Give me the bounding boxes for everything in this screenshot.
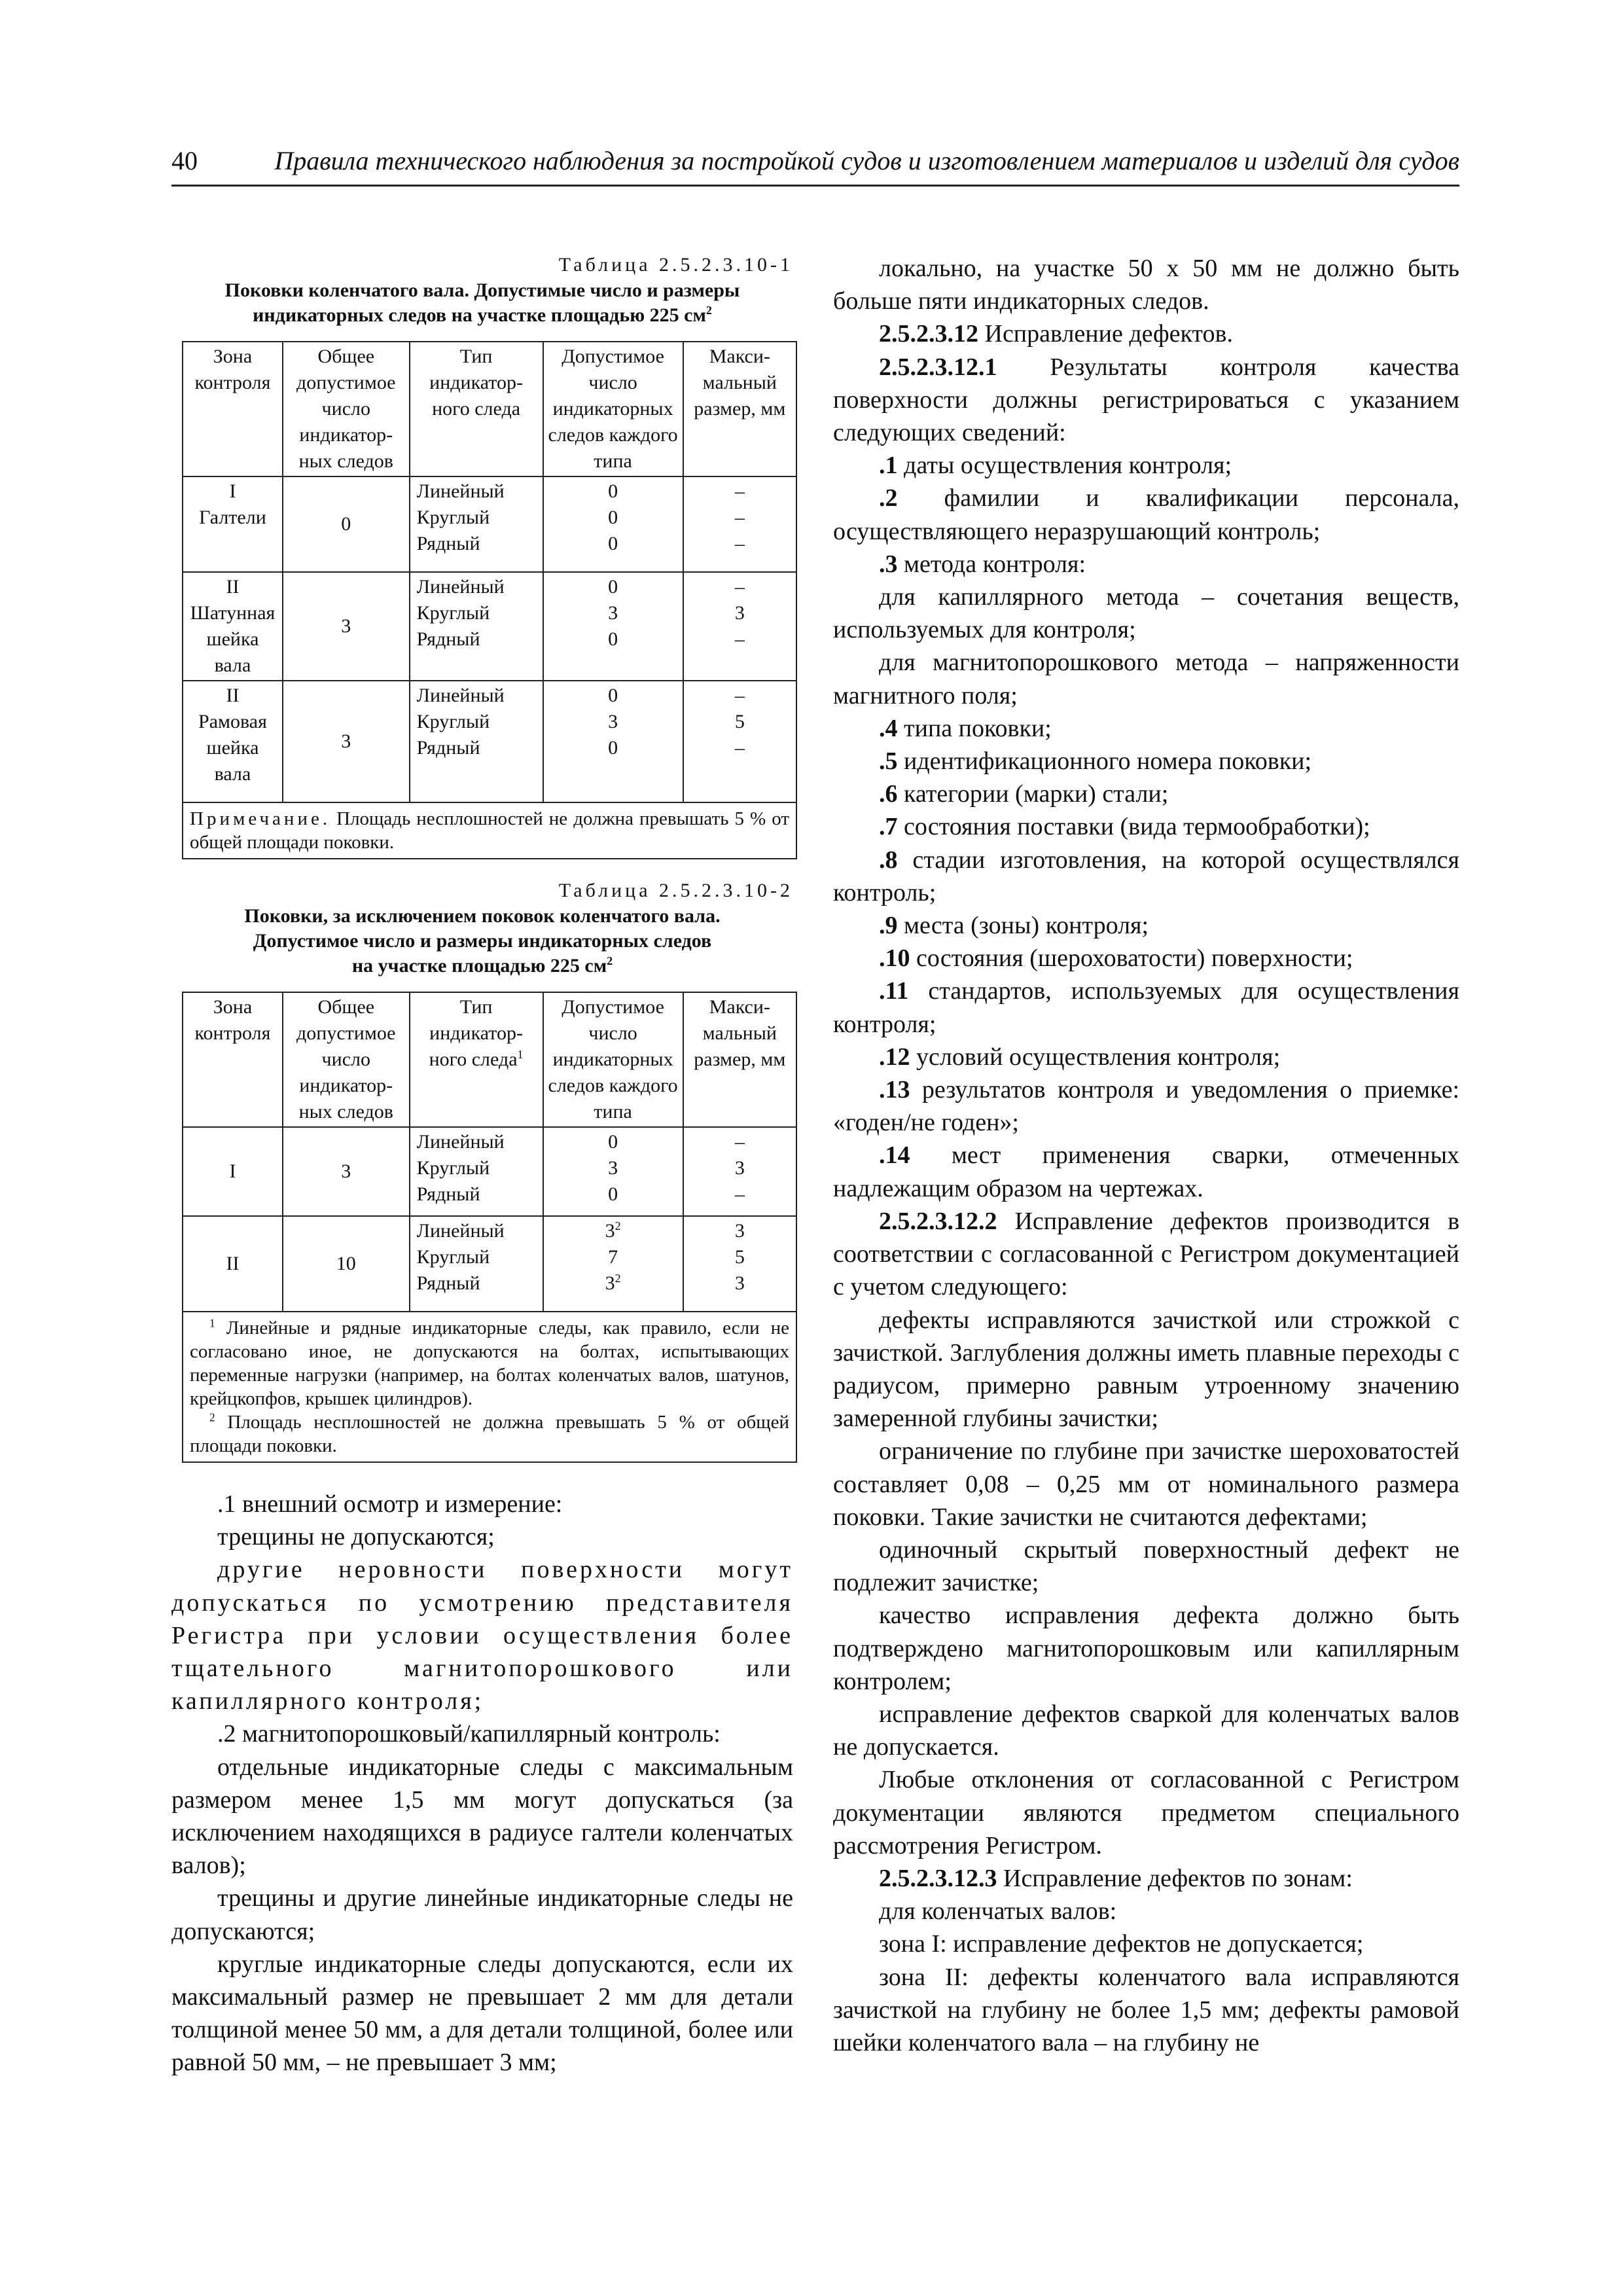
item-text: места (зоны) контроля; — [904, 912, 1149, 940]
list-item — [833, 712, 1459, 745]
zone-cell: I Галтели — [183, 476, 283, 572]
allowed-number: 3 — [605, 1272, 615, 1294]
table2-title-line: Поковки, за исключением поковок коленчатого вала. — [244, 905, 721, 927]
item-number: .4 — [879, 714, 898, 742]
item-text: даты осуществления контроля; — [904, 452, 1232, 480]
section-heading — [833, 1862, 1459, 1895]
section-heading — [833, 1205, 1459, 1304]
footnote-1 — [190, 1316, 789, 1410]
allowed-number: 3 — [605, 1220, 615, 1242]
type-cell: Линейный Круглый Рядный — [410, 1216, 543, 1312]
table-header-cell: Общее допустимое число индикатор-ных следов — [283, 992, 410, 1127]
left-column — [171, 252, 793, 2079]
table2-footnote-row — [183, 1312, 796, 1462]
total-cell: 10 — [283, 1216, 410, 1312]
zone-cell: II Шатунная шейка вала — [183, 572, 283, 681]
allowed-number: 7 — [608, 1246, 618, 1268]
item-text: метода контроля: — [904, 550, 1086, 578]
footnote-ref: 2 — [615, 1272, 621, 1285]
paragraph: отдельные индикаторные следы с максимальным размером менее 1,5 мм могут допускаться (за исключением находящихся в радиусе галтели коленчатых валов); — [171, 1753, 793, 1880]
table1-title-line: Поковки коленчатого вала. Допустимые число и размеры — [224, 279, 740, 301]
item-text: состояния поставки (вида термообработки); — [904, 813, 1370, 841]
total-cell: 0 — [283, 476, 410, 572]
zone-cell: II Рамовая шейка вала — [183, 681, 283, 802]
type-cell: Линейный Круглый Рядный — [410, 1127, 543, 1216]
total-cell: 3 — [283, 572, 410, 681]
paragraph: зона I: исправление дефектов не допускается; — [879, 1930, 1364, 1958]
paragraph: для капиллярного метода – сочетания веществ, используемых для контроля; — [833, 583, 1459, 644]
paragraph: ограничение по глубине при зачистке шероховатостей составляет 0,08 – 0,25 мм от номинального размера поковки. Такие зачистки не считаются дефектами; — [833, 1437, 1459, 1531]
footnote-text: Линейные и рядные индикаторные следы, как правило, если не согласовано иное, не допускаются на болтах, испытывающих переменные нагрузки (например, на болтах коленчатых валов, шатунов, крейцкопфов, крышек цилиндров). — [190, 1318, 789, 1409]
type-cell: Линейный Круглый Рядный — [410, 476, 543, 572]
paragraph: .1 внешний осмотр и измерение: — [217, 1490, 563, 1518]
table-header-cell — [410, 992, 543, 1127]
max-size-cell: – 5 – — [683, 681, 796, 802]
item-text: идентификационного номера поковки; — [904, 747, 1312, 776]
table1-header-row — [183, 342, 796, 476]
allowed-cell: 0 3 0 — [543, 1127, 683, 1216]
item-number: .1 — [879, 452, 898, 480]
paragraph: круглые индикаторные следы допускаются, если их максимальный размер не превышает 2 мм для детали толщиной менее 50 мм, а для детали толщиной, более или равной 50 мм, – не превышает 3 мм; — [171, 1950, 793, 2077]
paragraph: для коленчатых валов: — [879, 1897, 1117, 1926]
item-number: .14 — [879, 1141, 910, 1170]
list-item — [833, 975, 1459, 1040]
running-title: Правила технического наблюдения за постройкой судов и изготовлением материалов и изделий для судов — [274, 146, 1459, 175]
section-heading — [833, 317, 1459, 350]
table2-title-line — [171, 954, 793, 978]
list-item — [833, 449, 1459, 482]
section-heading — [833, 351, 1459, 450]
table-header-cell: Тип индикатор-ного следа — [410, 342, 543, 476]
table-header-cell: Допустимое число индикаторных следов каждого типа — [543, 992, 683, 1127]
allowed-cell: 0 3 0 — [543, 572, 683, 681]
item-text: условий осуществления контроля; — [916, 1043, 1281, 1071]
list-item — [833, 745, 1459, 778]
allowed-cell — [543, 1216, 683, 1312]
paragraph: Любые отклонения от согласованной с Регистром документации являются предметом специального рассмотрения Регистром. — [833, 1766, 1459, 1859]
item-number: .3 — [879, 550, 898, 578]
max-size-cell: 3 5 3 — [683, 1216, 796, 1312]
list-item — [833, 942, 1459, 975]
list-item — [833, 844, 1459, 909]
table-header-cell: Зона контроля — [183, 342, 283, 476]
table1-title — [171, 278, 793, 328]
item-text: мест применения сварки, отмеченных надлежащим образом на чертежах. — [833, 1141, 1459, 1202]
paragraph: трещины и другие линейные индикаторные следы не допускаются; — [171, 1884, 793, 1945]
section-text: Исправление дефектов. — [984, 320, 1233, 348]
item-text: типа поковки; — [904, 714, 1052, 742]
type-cell: Линейный Круглый Рядный — [410, 681, 543, 802]
table1-caption: Таблица 2.5.2.3.10-1 — [558, 254, 793, 276]
footnote-ref: 1 — [517, 1048, 524, 1061]
table1 — [182, 341, 797, 859]
item-text: стандартов, используемых для осуществления контроля; — [833, 977, 1459, 1038]
table-header-cell: Зона контроля — [183, 992, 283, 1127]
item-text: стадии изготовления, на которой осуществлялся контроль; — [833, 846, 1459, 906]
item-number: .7 — [879, 813, 898, 841]
item-number: .9 — [879, 912, 898, 940]
table2-title-sup: 2 — [607, 954, 613, 967]
item-number: .11 — [879, 977, 909, 1005]
table2 — [182, 992, 797, 1463]
list-item — [833, 909, 1459, 942]
total-cell: 3 — [283, 681, 410, 802]
max-size-cell: – – – — [683, 476, 796, 572]
note-label: Примечание. — [190, 808, 331, 829]
footnote-ref: 2 — [615, 1219, 621, 1232]
section-number: 2.5.2.3.12.3 — [879, 1864, 997, 1892]
table1-note-row — [183, 802, 796, 859]
table2-footnotes — [183, 1312, 796, 1462]
total-cell: 3 — [283, 1127, 410, 1216]
max-size-cell: – 3 – — [683, 1127, 796, 1216]
table1-note — [183, 802, 796, 859]
section-number: 2.5.2.3.12.2 — [879, 1207, 997, 1235]
table2-header-row — [183, 992, 796, 1127]
paragraph: зона II: дефекты коленчатого вала исправляются зачисткой на глубину не более 1,5 мм; дефекты рамовой шейки коленчатого вала – на глубину не — [833, 1963, 1459, 2056]
header-text: Тип индикатор-ного следа — [429, 996, 523, 1070]
table-header-cell: Общее допустимое число индикатор-ных следов — [283, 342, 410, 476]
item-number: .10 — [879, 944, 910, 973]
page-number: 40 — [171, 146, 198, 175]
table1-title-line — [171, 303, 793, 328]
section-text: Исправление дефектов по зонам: — [1003, 1864, 1353, 1892]
allowed-cell: 0 3 0 — [543, 681, 683, 802]
list-item — [833, 1139, 1459, 1204]
footnote-mark: 1 — [209, 1316, 215, 1330]
section-text: Исправление дефектов производится в соответствии с согласованной с Регистром документацией с учетом следующего: — [833, 1207, 1460, 1301]
table-row — [183, 1216, 796, 1312]
list-item — [833, 1041, 1459, 1073]
allowed-cell: 0 0 0 — [543, 476, 683, 572]
table-row — [183, 681, 796, 802]
max-size-cell: – 3 – — [683, 572, 796, 681]
paragraph: локально, на участке 50 х 50 мм не должно быть больше пяти индикаторных следов. — [833, 255, 1459, 315]
item-number: .6 — [879, 780, 898, 808]
type-cell: Линейный Круглый Рядный — [410, 572, 543, 681]
item-text: состояния (шероховатости) поверхности; — [916, 944, 1353, 973]
zone-cell: II — [183, 1216, 283, 1312]
table-row — [183, 476, 796, 572]
item-number: .5 — [879, 747, 898, 776]
footnote-2 — [190, 1410, 789, 1458]
item-number: .2 — [879, 484, 898, 512]
paragraph: одиночный скрытый поверхностный дефект не подлежит зачистке; — [833, 1535, 1459, 1597]
table2-title — [171, 904, 793, 978]
list-item — [833, 778, 1459, 810]
item-text: фамилии и квалификации персонала, осуществляющего неразрушающий контроль; — [833, 484, 1459, 545]
item-number: .12 — [879, 1043, 910, 1071]
note-text: Площадь несплошностей не должна превышать 5 % от общей площади поковки. — [190, 808, 789, 853]
table2-title-line: Допустимое число и размеры индикаторных следов — [253, 930, 712, 952]
allowed-value — [605, 1220, 621, 1294]
item-number: .13 — [879, 1076, 910, 1104]
paragraph: для магнитопорошкового метода – напряженности магнитного поля; — [833, 649, 1459, 709]
right-column — [833, 252, 1459, 2059]
left-body-text — [171, 1488, 793, 2079]
section-text: Результаты контроля качества поверхности должны регистрироваться с указанием следующих сведений: — [833, 353, 1459, 447]
item-number: .8 — [879, 846, 898, 874]
table2-caption: Таблица 2.5.2.3.10-2 — [558, 880, 793, 901]
paragraph: трещины не допускаются; — [217, 1523, 495, 1551]
item-text: категории (марки) стали; — [904, 780, 1169, 808]
section-number: 2.5.2.3.12 — [879, 320, 978, 348]
section-number: 2.5.2.3.12.1 — [879, 353, 997, 381]
paragraph: исправление дефектов сваркой для коленчатых валов не допускается. — [833, 1700, 1459, 1761]
table2-title-text: на участке площадью 225 см — [351, 955, 607, 977]
list-item — [833, 1073, 1459, 1139]
page-header — [171, 145, 1459, 187]
paragraph: .2 магнитопорошковый/капиллярный контроль: — [217, 1720, 721, 1748]
table-header-cell: Допустимое число индикаторных следов каждого типа — [543, 342, 683, 476]
footnote-text: Площадь несплошностей не должна превышать 5 % от общей площади поковки. — [190, 1412, 789, 1456]
list-item — [833, 548, 1459, 581]
table-header-cell: Макси-мальный размер, мм — [683, 992, 796, 1127]
paragraph: качество исправления дефекта должно быть подтверждено магнитопорошковым или капиллярным контролем; — [833, 1602, 1459, 1695]
table-header-cell: Макси-мальный размер, мм — [683, 342, 796, 476]
list-item — [833, 810, 1459, 843]
paragraph: дефекты исправляются зачисткой или строжкой с зачисткой. Заглубления должны иметь плавные переходы с радиусом, примерно равным утроенному значению замеренной глубины зачистки; — [833, 1306, 1459, 1433]
item-text: результатов контроля и уведомления о приемке: «годен/не годен»; — [833, 1076, 1459, 1137]
table-row — [183, 1127, 796, 1216]
table1-title-sup: 2 — [705, 304, 712, 317]
list-item — [833, 482, 1459, 547]
table1-title-text: индикаторных следов на участке площадью 225 см — [253, 304, 706, 326]
paragraph: другие неровности поверхности могут допускаться по усмотрению представителя Регистра при условии осуществления более тщательного магнитопорошкового или капиллярного контроля; — [171, 1556, 793, 1715]
table-row — [183, 572, 796, 681]
footnote-mark: 2 — [209, 1410, 215, 1424]
zone-cell: I — [183, 1127, 283, 1216]
